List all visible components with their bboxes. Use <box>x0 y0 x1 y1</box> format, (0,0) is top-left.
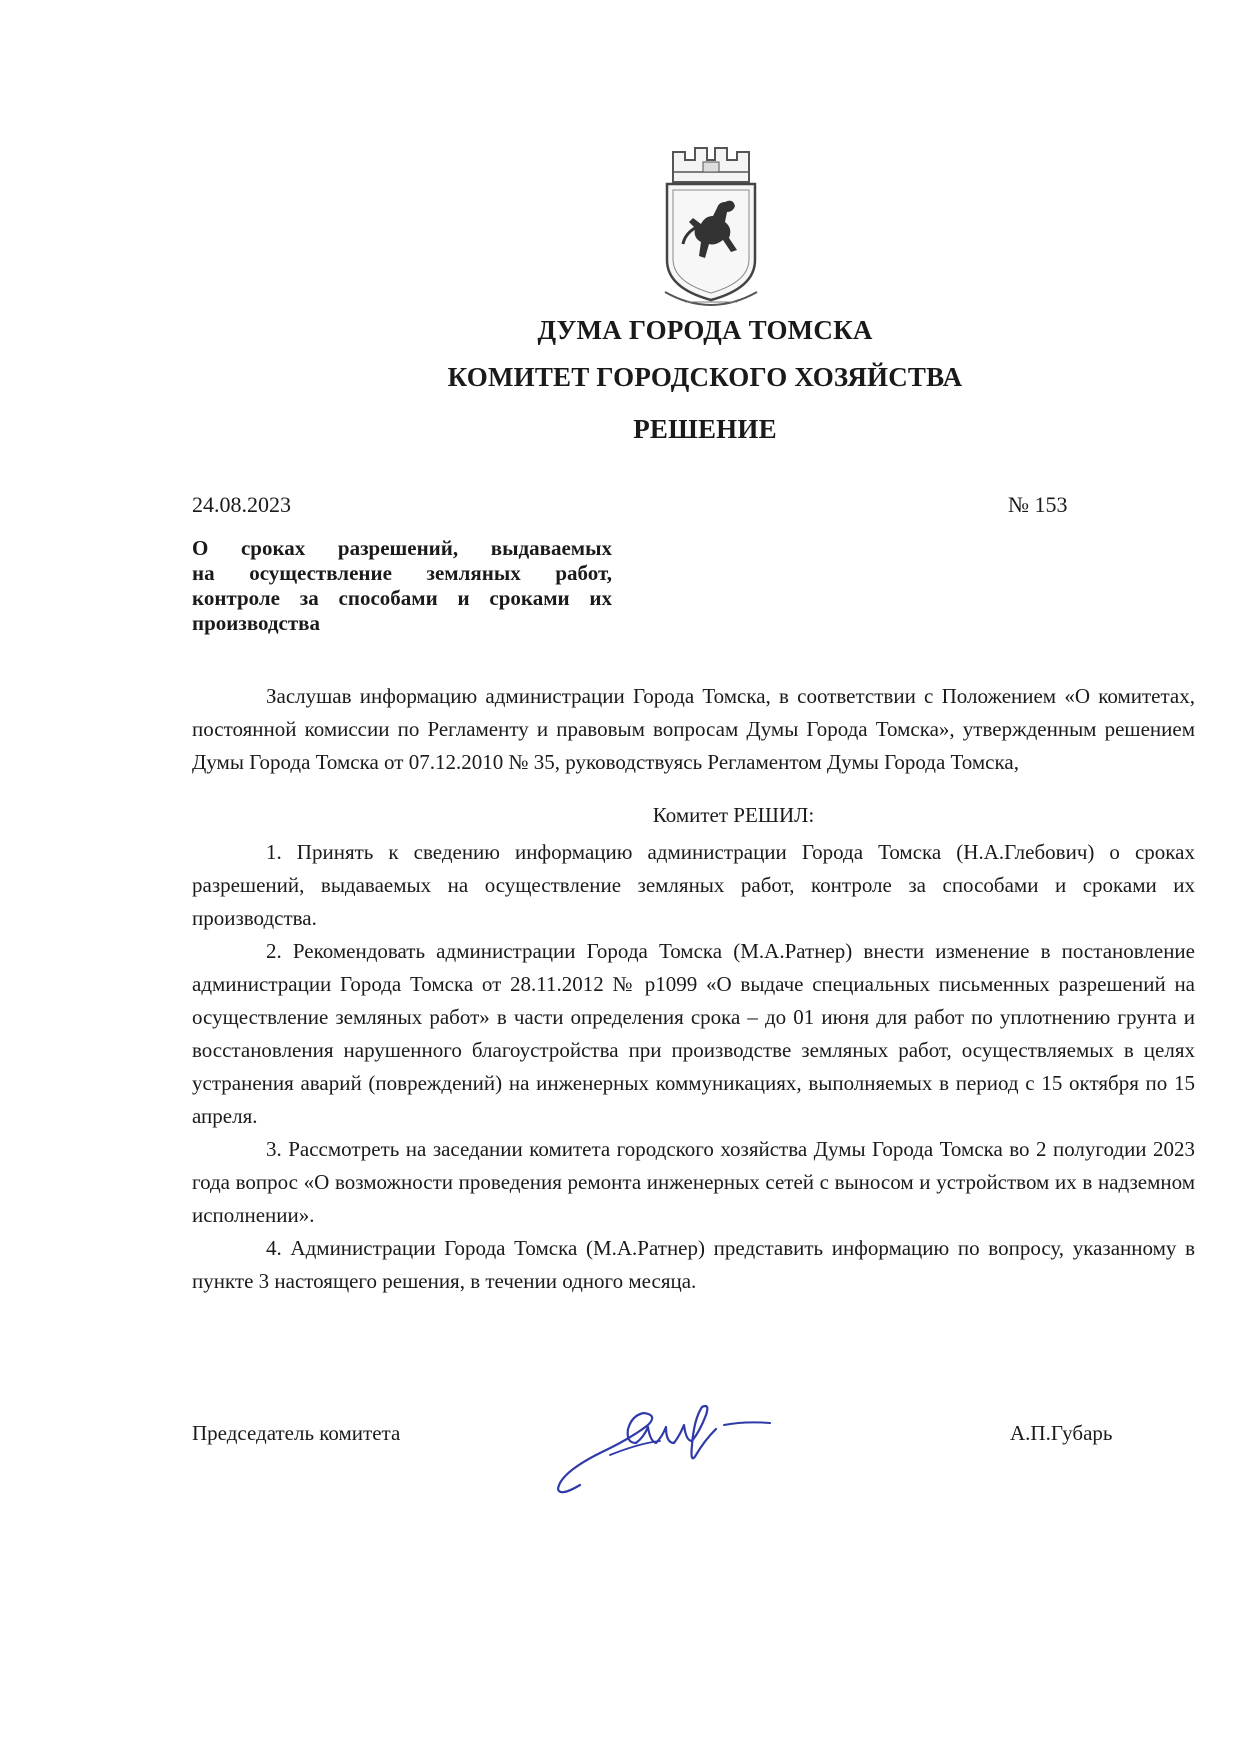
preamble-paragraph: Заслушав информацию администрации Города Томска, в соответствии с Положением «О комитетах, постоянной комиссии по Регламенту и правовым вопросам Думы Города Томска», утвержденным решением Думы Города Томска от 07.12.2010 № 35, руководствуясь Регламентом Думы Города Томска, <box>192 684 1195 774</box>
decision-item-3: 3. Рассмотреть на заседании комитета городского хозяйства Думы Города Томска во 2 полугодии 2023 года вопрос «О возможности проведения ремонта инженерных сетей с выносом и устройством их в надземном исполнении». <box>192 1137 1195 1227</box>
resolved-heading: Комитет РЕШИЛ: <box>652 803 815 827</box>
subject-line: производства <box>192 611 321 635</box>
subject-line: О сроках разрешений, выдаваемых <box>192 536 612 560</box>
organization-title: ДУМА ГОРОДА ТОМСКА <box>537 315 873 345</box>
decision-item-4: 4. Администрации Города Томска (М.А.Ратнер) представить информацию по вопросу, указанному в пункте 3 настоящего решения, в течении одного месяца. <box>192 1236 1195 1293</box>
signatory-title: Председатель комитета <box>192 1421 401 1445</box>
decision-item-2: 2. Рекомендовать администрации Города Томска (М.А.Ратнер) внести изменение в постановление администрации Города Томска от 28.11.2012 № р1099 «О выдаче специальных письменных разрешений на осуществление земляных работ» в части определения срока – до 01 июня для работ по уплотнению грунта и восстановления нарушенного благоустройства при производстве земляных работ, осуществляемых в целях устранения аварий (повреждений) на инженерных коммуникациях, выполняемых в период с 15 октября по 15 апреля. <box>192 939 1195 1128</box>
document-subject <box>192 536 612 636</box>
document-type-title: РЕШЕНИЕ <box>633 414 777 444</box>
document-number: № 153 <box>1008 492 1068 517</box>
subject-line: на осуществление земляных работ, <box>192 561 612 585</box>
document-date: 24.08.2023 <box>192 492 291 517</box>
decision-item-1: 1. Принять к сведению информацию администрации Города Томска (Н.А.Глебович) о сроках разрешений, выдаваемых на осуществление земляных работ, контроле за способами и сроками их производства. <box>192 840 1195 930</box>
signatory-name: А.П.Губарь <box>1010 1421 1113 1445</box>
document-body <box>192 680 1195 1298</box>
committee-title: КОМИТЕТ ГОРОДСКОГО ХОЗЯЙСТВА <box>447 362 963 392</box>
tomsk-coat-of-arms-icon <box>655 142 767 312</box>
subject-line: контроле за способами и сроками их <box>192 586 612 610</box>
handwritten-signature-icon <box>540 1385 800 1500</box>
